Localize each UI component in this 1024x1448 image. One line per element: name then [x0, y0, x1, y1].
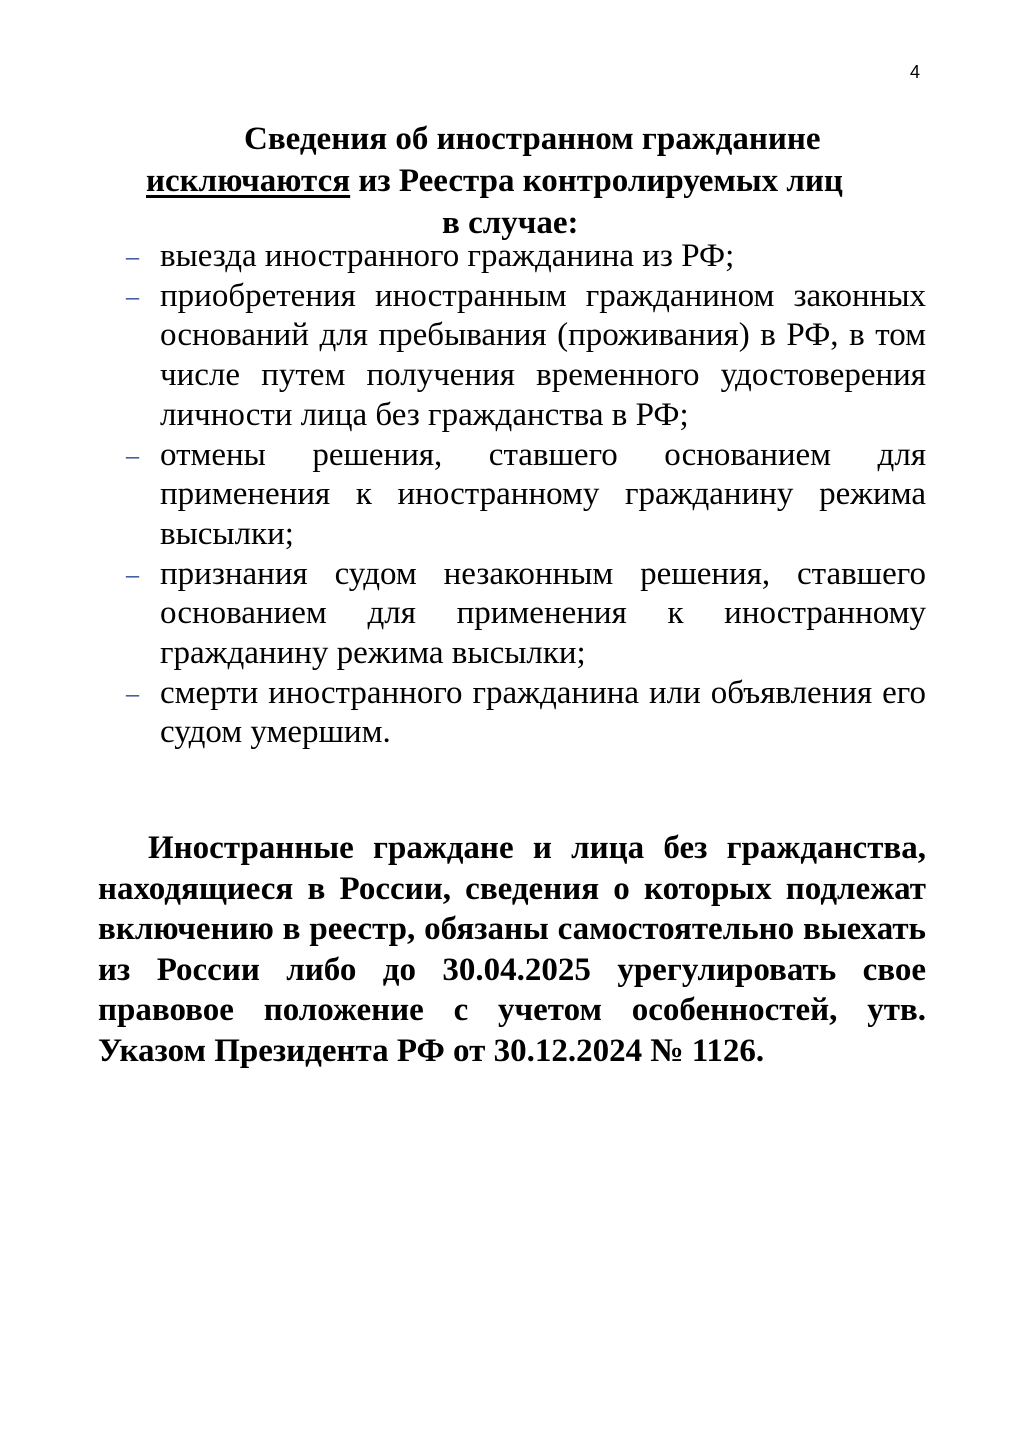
conditions-list — [126, 237, 926, 753]
list-item — [126, 277, 926, 436]
dash-bullet-icon: – — [126, 242, 139, 271]
list-item — [126, 674, 926, 753]
page-number: 4 — [910, 62, 921, 82]
section-title — [96, 118, 926, 244]
list-item-text: признания судом незаконным решения, ставшего основанием для применения к иностранному гражданину режима высылки; — [160, 555, 926, 672]
list-item — [126, 436, 926, 555]
list-item-text: смерти иностранного гражданина или объявления его судом умершим. — [160, 674, 926, 751]
title-line-2 — [96, 160, 926, 202]
dash-bullet-icon: – — [126, 281, 139, 311]
dash-bullet-icon: – — [126, 559, 139, 589]
list-item — [126, 237, 926, 277]
title-line-1: Сведения об иностранном гражданине — [244, 121, 821, 157]
title-line-2-rest: из Реестра контролируемых лиц — [350, 163, 843, 199]
title-emphasis-underlined: исключаются — [146, 163, 351, 199]
dash-bullet-icon: – — [126, 678, 139, 708]
list-item-text: выезда иностранного гражданина из РФ; — [160, 238, 735, 274]
list-item-text: отмены решения, ставшего основанием для применения к иностранному гражданину режима высылки; — [160, 436, 926, 552]
list-item — [126, 555, 926, 674]
dash-bullet-icon: – — [126, 440, 139, 470]
list-item-text: приобретения иностранным гражданином законных оснований для пребывания (проживания) в РФ, в том числе путем получения временного удостоверения личности лица без гражданства в РФ; — [160, 277, 926, 433]
title-line-3: в случае: — [442, 205, 579, 241]
obligation-note: Иностранные граждане и лица без гражданства, находящиеся в России, сведения о которых подлежат включению в реестр, обязаны самостоятельно выехать из России либо до 30.04.2025 урегулировать свое правовое положение с учетом особенностей, утв. Указом Президента РФ от 30.12.2024 № 1126. — [98, 830, 926, 1069]
